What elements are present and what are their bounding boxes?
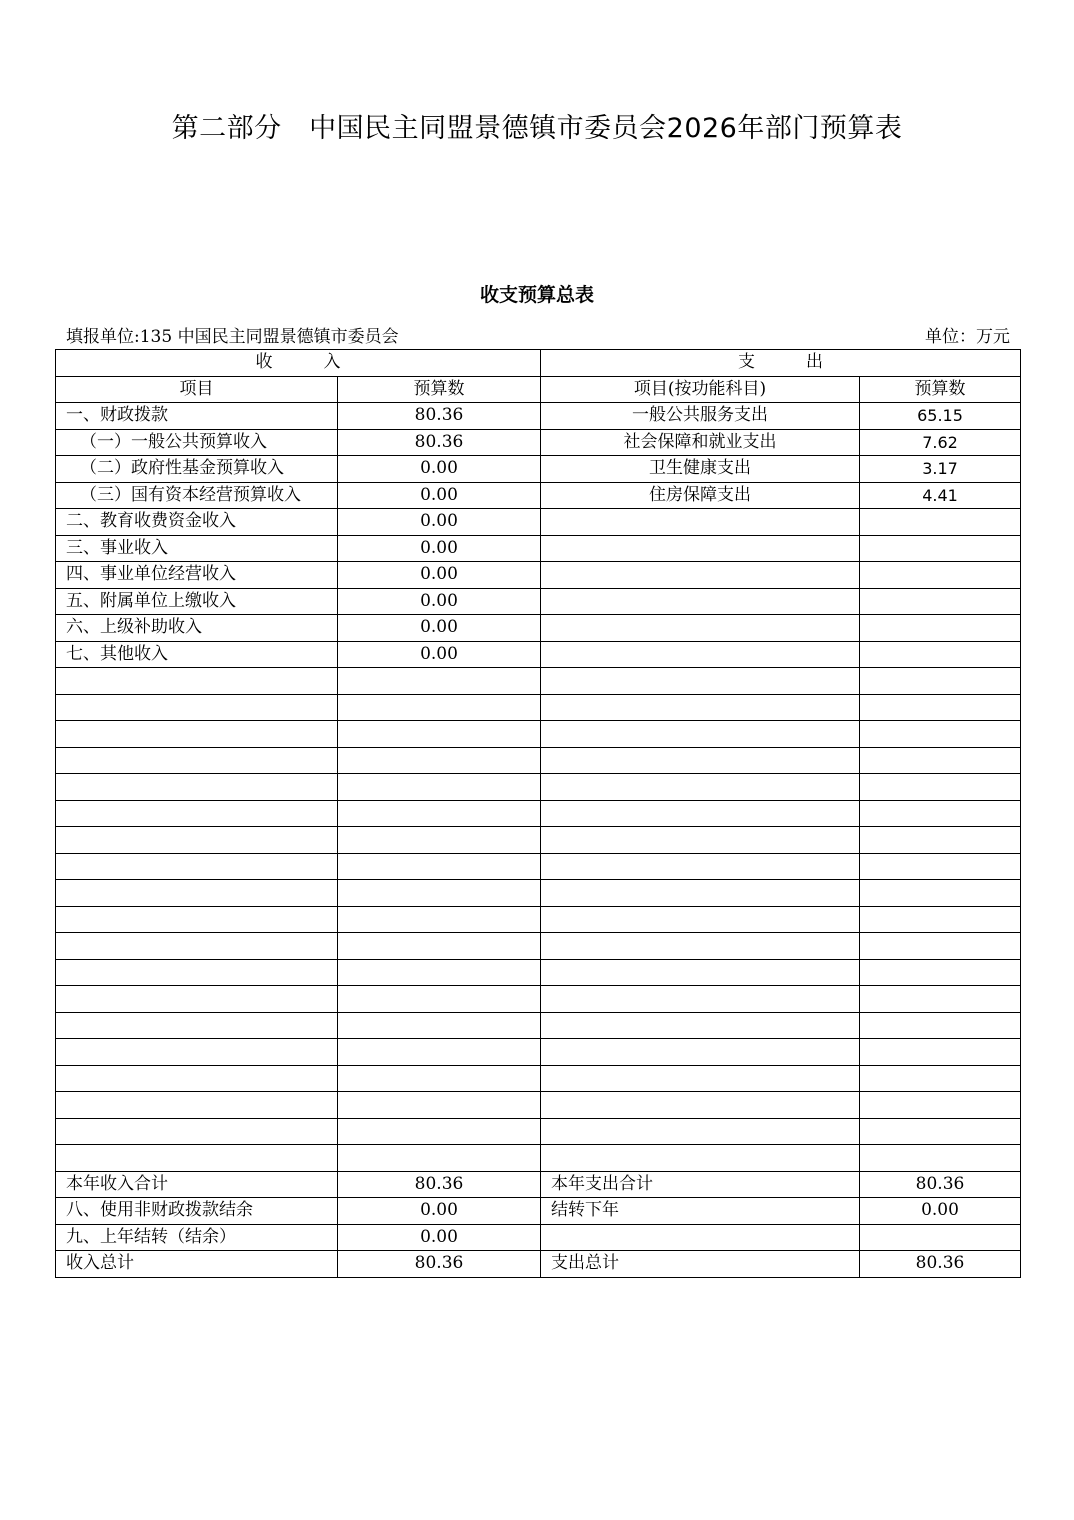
expense-item-cell <box>541 1118 860 1145</box>
income-item-cell <box>56 933 338 960</box>
empty-table-row <box>56 800 1021 827</box>
income-section-header: 收 入 <box>56 350 541 377</box>
expense-amount-cell <box>860 668 1021 695</box>
table-row <box>56 588 1021 615</box>
expense-amount-cell <box>860 906 1021 933</box>
empty-table-row <box>56 933 1021 960</box>
income-item-cell: 三、事业收入 <box>56 535 338 562</box>
income-item-cell <box>56 694 338 721</box>
income-amount-cell: 80.36 <box>338 1251 541 1278</box>
empty-table-row <box>56 1092 1021 1119</box>
income-amount-cell <box>338 1092 541 1119</box>
empty-table-row <box>56 880 1021 907</box>
table-row <box>56 429 1021 456</box>
income-amount-cell: 0.00 <box>338 535 541 562</box>
income-amount-cell <box>338 933 541 960</box>
expense-amount-cell <box>860 1224 1021 1251</box>
expense-amount-cell <box>860 1039 1021 1066</box>
income-amount-cell <box>338 827 541 854</box>
income-amount-cell <box>338 1118 541 1145</box>
income-amount-cell: 0.00 <box>338 588 541 615</box>
expense-amount-cell: 7.62 <box>860 429 1021 456</box>
expense-amount-cell <box>860 694 1021 721</box>
income-item-cell: 收入总计 <box>56 1251 338 1278</box>
income-item-cell: 二、教育收费资金收入 <box>56 509 338 536</box>
income-item-cell <box>56 800 338 827</box>
column-header-row <box>56 376 1021 403</box>
income-item-cell <box>56 906 338 933</box>
table-row <box>56 456 1021 483</box>
expense-item-cell <box>541 535 860 562</box>
income-amount-cell <box>338 1039 541 1066</box>
expense-amount-cell <box>860 933 1021 960</box>
expense-item-cell: 支出总计 <box>541 1251 860 1278</box>
expense-amount-cell <box>860 959 1021 986</box>
income-amount-cell <box>338 774 541 801</box>
income-amount-cell: 0.00 <box>338 641 541 668</box>
income-item-cell: （一）一般公共预算收入 <box>56 429 338 456</box>
income-item-cell: （三）国有资本经营预算收入 <box>56 482 338 509</box>
income-item-cell <box>56 747 338 774</box>
income-amount-cell <box>338 986 541 1013</box>
table-title: 收支预算总表 <box>479 284 594 306</box>
expense-item-cell <box>541 562 860 589</box>
total-row <box>56 1171 1021 1198</box>
table-row <box>56 482 1021 509</box>
income-amount-cell <box>338 694 541 721</box>
income-amount-cell <box>338 747 541 774</box>
empty-table-row <box>56 1118 1021 1145</box>
empty-table-row <box>56 986 1021 1013</box>
expense-amount-cell: 65.15 <box>860 403 1021 430</box>
expense-item-cell: 卫生健康支出 <box>541 456 860 483</box>
expense-amount-cell <box>860 562 1021 589</box>
expense-item-cell: 本年支出合计 <box>541 1171 860 1198</box>
table-row <box>56 615 1021 642</box>
income-amount-cell <box>338 880 541 907</box>
expense-amount-cell <box>860 1145 1021 1172</box>
income-item-cell <box>56 721 338 748</box>
expense-item-cell: 住房保障支出 <box>541 482 860 509</box>
income-item-cell <box>56 668 338 695</box>
empty-table-row <box>56 827 1021 854</box>
income-amount-cell: 0.00 <box>338 615 541 642</box>
empty-table-row <box>56 959 1021 986</box>
expense-item-cell: 一般公共服务支出 <box>541 403 860 430</box>
expense-item-cell <box>541 933 860 960</box>
table-row <box>56 535 1021 562</box>
income-amount-cell <box>338 800 541 827</box>
table-row <box>56 403 1021 430</box>
expense-amount-cell: 80.36 <box>860 1171 1021 1198</box>
income-amount-cell <box>338 721 541 748</box>
expense-amount-cell <box>860 853 1021 880</box>
income-item-cell <box>56 986 338 1013</box>
expense-amount-cell <box>860 1012 1021 1039</box>
expense-item-cell <box>541 1224 860 1251</box>
expense-item-cell <box>541 774 860 801</box>
expense-item-cell <box>541 880 860 907</box>
income-amount-cell <box>338 1012 541 1039</box>
income-item-cell: 九、上年结转（结余） <box>56 1224 338 1251</box>
expense-item-cell <box>541 1145 860 1172</box>
expense-item-cell <box>541 1039 860 1066</box>
expense-item-cell <box>541 1012 860 1039</box>
income-item-cell <box>56 1065 338 1092</box>
income-item-cell <box>56 853 338 880</box>
expense-amount-cell: 80.36 <box>860 1251 1021 1278</box>
income-amount-column-header: 预算数 <box>338 376 541 403</box>
income-amount-cell <box>338 668 541 695</box>
expense-amount-cell: 0.00 <box>860 1198 1021 1225</box>
empty-table-row <box>56 774 1021 801</box>
income-amount-cell: 0.00 <box>338 456 541 483</box>
expense-item-column-header: 项目(按功能科目) <box>541 376 860 403</box>
empty-table-row <box>56 747 1021 774</box>
section-header-row <box>56 350 1021 377</box>
expense-amount-cell <box>860 588 1021 615</box>
total-row <box>56 1224 1021 1251</box>
expense-item-cell <box>541 1092 860 1119</box>
expense-item-cell <box>541 615 860 642</box>
income-item-cell <box>56 774 338 801</box>
expense-amount-cell <box>860 615 1021 642</box>
expense-amount-cell <box>860 774 1021 801</box>
empty-table-row <box>56 906 1021 933</box>
budget-summary-table <box>55 349 1021 1278</box>
empty-table-row <box>56 1145 1021 1172</box>
income-item-cell: 八、使用非财政拨款结余 <box>56 1198 338 1225</box>
income-amount-cell <box>338 1065 541 1092</box>
expense-amount-cell <box>860 721 1021 748</box>
table-row <box>56 562 1021 589</box>
income-item-cell: 六、上级补助收入 <box>56 615 338 642</box>
income-item-cell: （二）政府性基金预算收入 <box>56 456 338 483</box>
income-item-cell <box>56 1012 338 1039</box>
income-item-cell <box>56 1039 338 1066</box>
expense-item-cell <box>541 986 860 1013</box>
income-amount-cell <box>338 853 541 880</box>
income-item-cell: 五、附属单位上缴收入 <box>56 588 338 615</box>
total-row <box>56 1198 1021 1225</box>
income-amount-cell: 0.00 <box>338 562 541 589</box>
expense-amount-cell: 3.17 <box>860 456 1021 483</box>
expense-amount-cell: 4.41 <box>860 482 1021 509</box>
income-amount-cell: 0.00 <box>338 509 541 536</box>
income-item-cell <box>56 959 338 986</box>
empty-table-row <box>56 1012 1021 1039</box>
income-item-cell <box>56 827 338 854</box>
expense-item-cell <box>541 668 860 695</box>
income-amount-cell: 0.00 <box>338 1198 541 1225</box>
income-amount-cell <box>338 959 541 986</box>
income-item-column-header: 项目 <box>56 376 338 403</box>
income-amount-cell: 80.36 <box>338 429 541 456</box>
table-meta <box>66 322 1010 346</box>
expense-item-cell <box>541 694 860 721</box>
total-row <box>56 1251 1021 1278</box>
expense-item-cell <box>541 721 860 748</box>
empty-table-row <box>56 694 1021 721</box>
expense-item-cell <box>541 747 860 774</box>
income-item-cell: 四、事业单位经营收入 <box>56 562 338 589</box>
income-amount-cell: 0.00 <box>338 482 541 509</box>
income-amount-cell: 80.36 <box>338 403 541 430</box>
empty-table-row <box>56 721 1021 748</box>
expense-item-cell <box>541 1065 860 1092</box>
income-amount-cell: 0.00 <box>338 1224 541 1251</box>
empty-table-row <box>56 668 1021 695</box>
expense-item-cell <box>541 906 860 933</box>
expense-item-cell: 结转下年 <box>541 1198 860 1225</box>
empty-table-row <box>56 853 1021 880</box>
expense-amount-cell <box>860 800 1021 827</box>
income-item-cell <box>56 1118 338 1145</box>
expense-amount-cell <box>860 1118 1021 1145</box>
income-item-cell <box>56 1092 338 1119</box>
expense-section-header: 支 出 <box>541 350 1021 377</box>
expense-amount-cell <box>860 1065 1021 1092</box>
expense-amount-cell <box>860 641 1021 668</box>
income-amount-cell <box>338 906 541 933</box>
income-amount-cell <box>338 1145 541 1172</box>
income-item-cell <box>56 880 338 907</box>
expense-amount-cell <box>860 747 1021 774</box>
table-row <box>56 641 1021 668</box>
expense-amount-cell <box>860 986 1021 1013</box>
currency-unit: 单位：万元 <box>925 327 1010 347</box>
expense-item-cell <box>541 588 860 615</box>
expense-item-cell <box>541 641 860 668</box>
expense-amount-cell <box>860 827 1021 854</box>
income-item-cell: 本年收入合计 <box>56 1171 338 1198</box>
expense-amount-cell <box>860 1092 1021 1119</box>
income-amount-cell: 80.36 <box>338 1171 541 1198</box>
income-item-cell: 七、其他收入 <box>56 641 338 668</box>
expense-item-cell <box>541 827 860 854</box>
income-item-cell: 一、财政拨款 <box>56 403 338 430</box>
reporting-unit: 填报单位:135 中国民主同盟景德镇市委员会 <box>66 327 399 347</box>
expense-item-cell <box>541 959 860 986</box>
expense-amount-cell <box>860 535 1021 562</box>
empty-table-row <box>56 1039 1021 1066</box>
expense-item-cell <box>541 853 860 880</box>
expense-amount-cell <box>860 509 1021 536</box>
table-row <box>56 509 1021 536</box>
empty-table-row <box>56 1065 1021 1092</box>
expense-item-cell <box>541 800 860 827</box>
expense-amount-cell <box>860 880 1021 907</box>
expense-amount-column-header: 预算数 <box>860 376 1021 403</box>
income-item-cell <box>56 1145 338 1172</box>
expense-item-cell: 社会保障和就业支出 <box>541 429 860 456</box>
page-title: 第二部分 中国民主同盟景德镇市委员会2026年部门预算表 <box>171 113 903 144</box>
expense-item-cell <box>541 509 860 536</box>
